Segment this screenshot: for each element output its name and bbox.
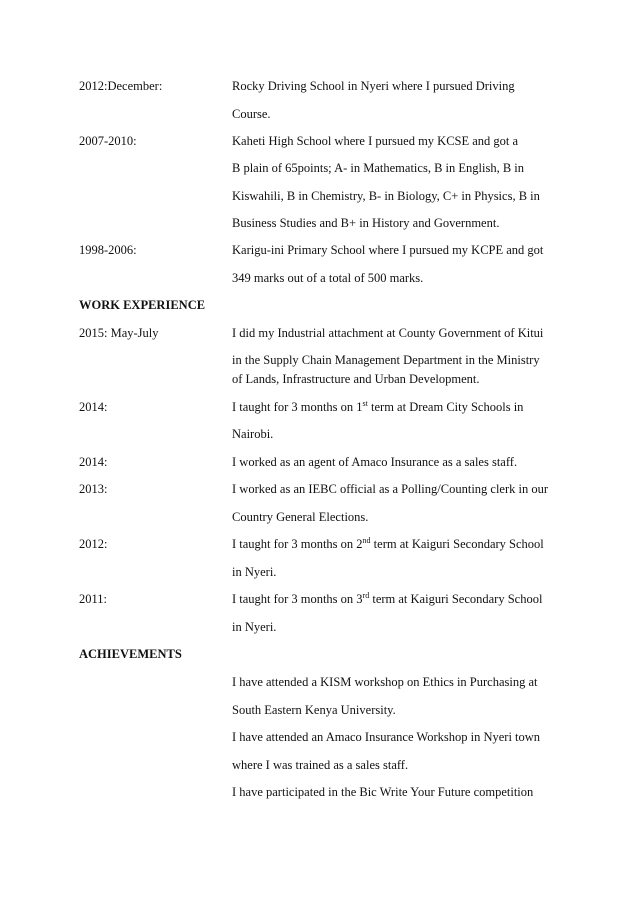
entry-text: of Lands, Infrastructure and Urban Development. (232, 372, 480, 386)
entry-text: 349 marks out of a total of 500 marks. (232, 271, 424, 285)
entry-date: 2012:December: (79, 79, 163, 93)
entry-text: Kiswahili, B in Chemistry, B- in Biology, C+ in Physics, B in (232, 189, 540, 203)
achievement-text: I have participated in the Bic Write Your Future competition (232, 785, 534, 799)
entry-text: in the Supply Chain Management Department in the Ministry (232, 353, 540, 367)
entry-date: 1998-2006: (79, 243, 137, 257)
entry-text: I taught for 3 months on 1st term at Dream City Schools in (232, 398, 524, 414)
entry-date: 2015: May-July (79, 326, 159, 340)
entry-text: I taught for 3 months on 3rd term at Kaiguri Secondary School (232, 590, 543, 606)
entry-text: I did my Industrial attachment at County Government of Kitui (232, 326, 544, 340)
entry-date: 2014: (79, 455, 108, 469)
entry-text: Business Studies and B+ in History and Government. (232, 216, 500, 230)
entry-date: 2012: (79, 537, 108, 551)
section-heading-work-experience: WORK EXPERIENCE (79, 298, 206, 312)
achievement-text: where I was trained as a sales staff. (232, 758, 409, 772)
entry-date: 2014: (79, 400, 108, 414)
entry-text: I taught for 3 months on 2nd term at Kaiguri Secondary School (232, 535, 544, 551)
entry-text: Nairobi. (232, 427, 274, 441)
entry-text: Kaheti High School where I pursued my KCSE and got a (232, 134, 519, 148)
entry-text: Course. (232, 107, 271, 121)
entry-text: Karigu-ini Primary School where I pursued my KCPE and got (232, 243, 544, 257)
entry-text: Rocky Driving School in Nyeri where I pursued Driving (232, 79, 515, 93)
entry-date: 2013: (79, 482, 108, 496)
entry-text: in Nyeri. (232, 565, 277, 579)
section-heading-achievements: ACHIEVEMENTS (79, 647, 182, 661)
achievement-text: South Eastern Kenya University. (232, 703, 396, 717)
entry-text: B plain of 65points; A- in Mathematics, B in English, B in (232, 161, 525, 175)
entry-text: I worked as an agent of Amaco Insurance as a sales staff. (232, 455, 518, 469)
entry-date: 2007-2010: (79, 134, 137, 148)
entry-date: 2011: (79, 592, 108, 606)
entry-text: Country General Elections. (232, 510, 369, 524)
achievement-text: I have attended a KISM workshop on Ethics in Purchasing at (232, 675, 538, 689)
achievement-text: I have attended an Amaco Insurance Workshop in Nyeri town (232, 730, 541, 744)
entry-text: in Nyeri. (232, 620, 277, 634)
entry-text: I worked as an IEBC official as a Polling/Counting clerk in our (232, 482, 549, 496)
